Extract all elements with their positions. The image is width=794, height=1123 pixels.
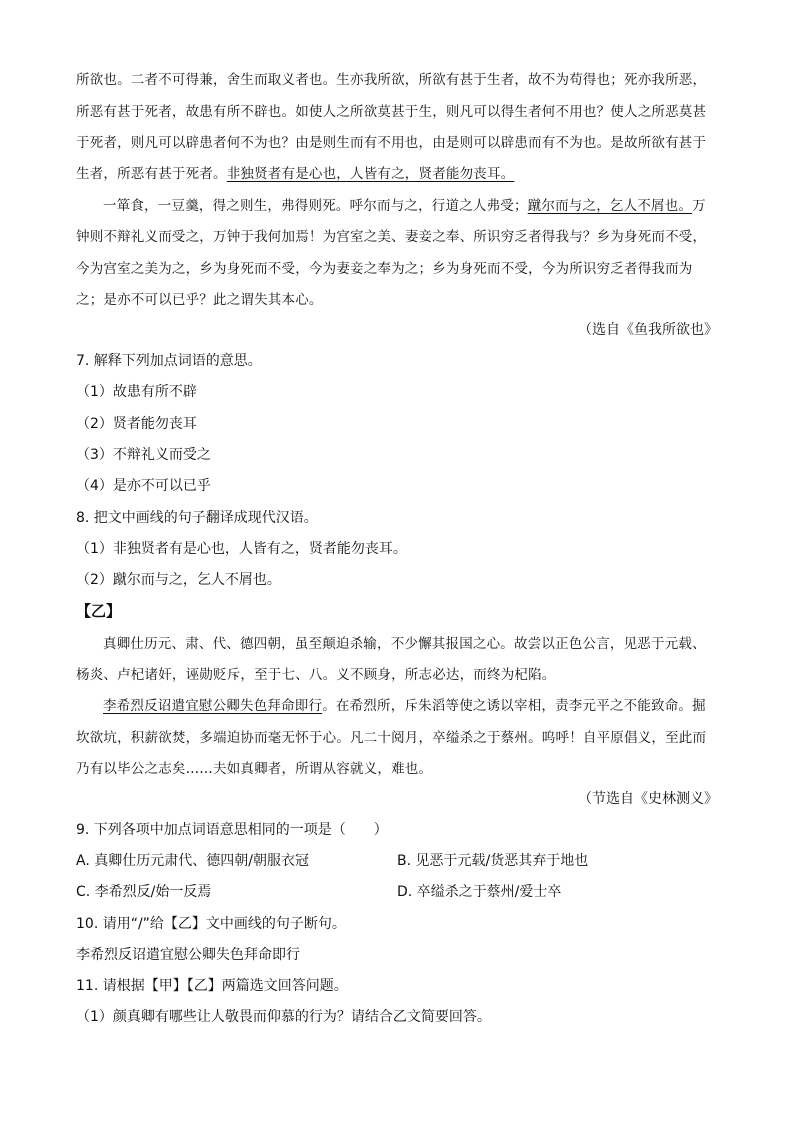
question-8-2: （2）蹴尔而与之，乞人不屑也。 bbox=[76, 572, 281, 588]
question-7: 7. 解释下列加点词语的意思。 bbox=[76, 353, 262, 369]
yi-p1-line2: 杨炎、卢杞诸奸，诬勋贬斥，至于七、八。义不顾身，所志必达，而终为杞陷。 bbox=[76, 667, 556, 683]
yi-p2-line3: 乃有以毕公之志矣……夫如真卿者，所谓从容就义，难也。 bbox=[76, 761, 433, 777]
jia-p2-line3: 今为宫室之美为之，乡为身死而不受，今为妻妾之奉为之；乡为身死而不受，今为所识穷乏者得我而为 bbox=[76, 261, 693, 277]
jia-p2-line4: 之；是亦不可以已乎？此之谓失其本心。 bbox=[76, 292, 323, 308]
jia-p2-line1-end: 万 bbox=[692, 198, 706, 214]
yi-p1-line1: 真卿仕历元、肃、代、德四朝，虽至颠迫杀输，不少懈其报国之心。故尝以正色公言，见恶于元载、 bbox=[103, 636, 706, 652]
question-11-1: （1）颜真卿有哪些让人敬畏而仰慕的行为？请结合乙文简要回答。 bbox=[76, 1009, 491, 1025]
question-9-option-b: B. 见恶于元载/货恶其弃于地也 bbox=[397, 853, 589, 869]
jia-p1-line3: 于死者，则凡可以辟患者何不为也？由是则生而有不用也，由是则可以辟患而有不为也。是故所欲有甚于 bbox=[76, 135, 707, 151]
question-8: 8. 把文中画线的句子翻译成现代汉语。 bbox=[76, 510, 318, 526]
question-7-1: （1）故患有所不辟 bbox=[76, 384, 197, 400]
jia-p1-line4-text: 生者，所恶有甚于死者。 bbox=[76, 166, 227, 182]
jia-p2-line1 bbox=[103, 194, 706, 214]
question-7-2: （2）贤者能勿丧耳 bbox=[76, 416, 197, 432]
jia-p2-line2: 钟则不辩礼义而受之，万钟于我何加焉！为宫室之美、妻妾之奉、所识穷乏者得我与？乡为身死而不受， bbox=[76, 229, 707, 245]
yi-p2-line2: 坎欲坑，积薪欲焚，多端迫协而毫无怀于心。凡二十阅月，卒缢杀之于蔡州。呜呼！自平原倡义，至此而 bbox=[76, 730, 707, 746]
question-7-4: （4）是亦不可以已乎 bbox=[76, 478, 211, 494]
question-9-option-a: A. 真卿仕历元肃代、德四朝/朝服衣冠 bbox=[76, 853, 309, 869]
question-10-sentence: 李希烈反诏遣宜慰公卿失色拜命即行 bbox=[76, 947, 300, 963]
jia-underlined-sentence-2: 蹴尔而与之，乞人不屑也。 bbox=[527, 198, 693, 214]
jia-p2-line1-text: 一箪食，一豆羹，得之则生，弗得则死。呼尔而与之，行道之人弗受； bbox=[103, 198, 528, 214]
jia-p1-line1: 所欲也。二者不可得兼，舍生而取义者也。生亦我所欲，所欲有甚于生者，故不为苟得也；死亦我所恶， bbox=[76, 72, 707, 88]
yi-p2-line1-text: 。在希烈所，斥朱滔等使之诱以宰相，责李元平之不能致命。掘 bbox=[322, 698, 706, 714]
yi-p2-line1 bbox=[103, 694, 706, 714]
question-10: 10. 请用“/”给【乙】文中画线的句子断句。 bbox=[76, 916, 346, 932]
yi-source: （节选自《史林测义》 bbox=[578, 791, 718, 807]
question-9-option-c: C. 李希烈反/始一反焉 bbox=[76, 884, 212, 900]
question-8-1: （1）非独贤者有是心也，人皆有之，贤者能勿丧耳。 bbox=[76, 541, 407, 557]
yi-label: 【乙】 bbox=[76, 602, 122, 620]
question-7-3: （3）不辩礼义而受之 bbox=[76, 447, 211, 463]
jia-p1-line2: 所恶有甚于死者，故患有所不辟也。如使人之所欲莫甚于生，则凡可以得生者何不用也？使人之所恶莫甚 bbox=[76, 104, 707, 120]
jia-source: （选自《鱼我所欲也》 bbox=[578, 322, 718, 338]
jia-p1-line4 bbox=[76, 162, 514, 182]
yi-underlined-sentence: 李希烈反诏遣宜慰公卿失色拜命即行 bbox=[103, 698, 323, 714]
question-9: 9. 下列各项中加点词语意思相同的一项是（ ） bbox=[76, 822, 388, 838]
question-11: 11. 请根据【甲】【乙】两篇选文回答问题。 bbox=[76, 978, 348, 994]
jia-underlined-sentence-1: 非独贤者有是心也，人皆有之，贤者能勿丧耳。 bbox=[226, 166, 515, 182]
question-9-option-d: D. 卒缢杀之于蔡州/爱士卒 bbox=[397, 884, 562, 900]
